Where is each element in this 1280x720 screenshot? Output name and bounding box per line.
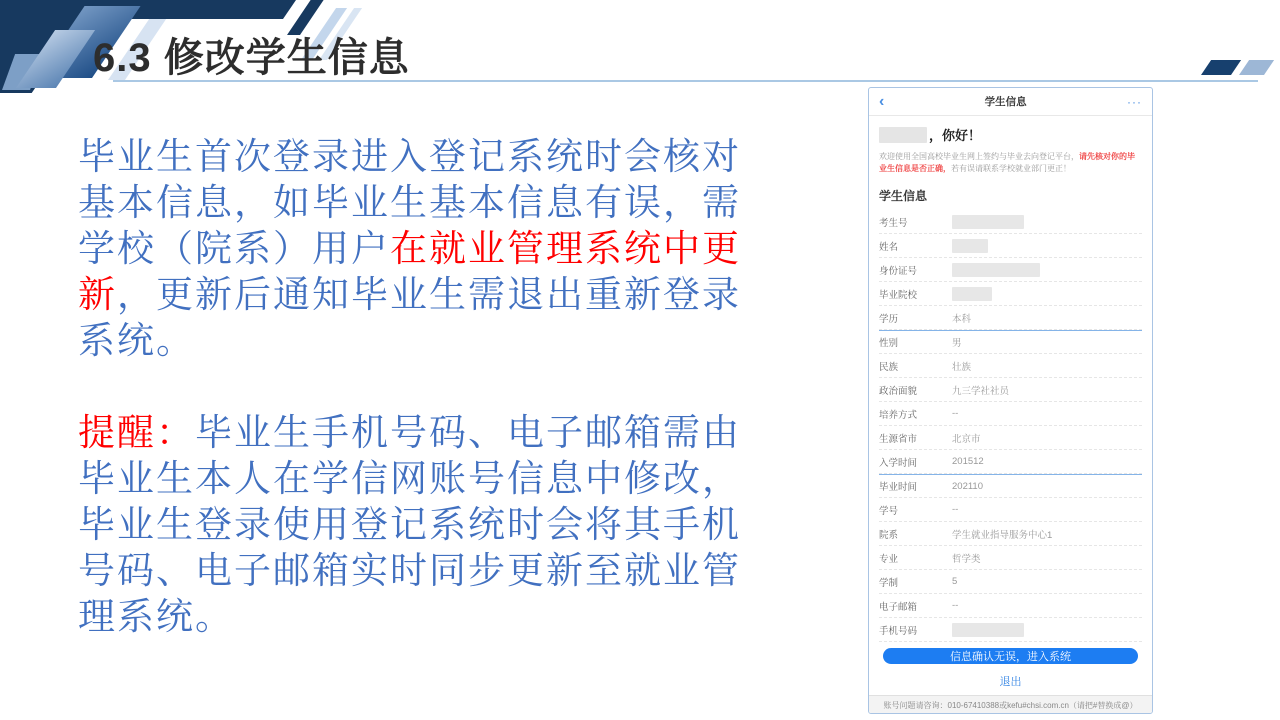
greeting-row: [869, 116, 1152, 146]
phone-screenshot: [868, 87, 1153, 714]
field-row: [879, 450, 1142, 474]
field-row: [879, 426, 1142, 450]
field-row: [879, 378, 1142, 402]
field-value: 哲学类: [952, 553, 981, 565]
text-segment: 若有误请联系学校就业部门更正！: [951, 164, 1071, 173]
field-label: 毕业院校: [879, 289, 918, 301]
phone-nav-title: 学生信息: [984, 96, 1027, 108]
field-label: 学历: [879, 313, 899, 325]
field-row: [879, 330, 1142, 354]
field-row: [879, 570, 1142, 594]
field-value: 5: [952, 576, 958, 587]
redacted-value: [952, 263, 1040, 277]
text-segment: 欢迎使用全国高校毕业生网上签约与毕业去向登记平台，: [879, 152, 1079, 161]
field-row: [879, 474, 1142, 498]
redacted-value: [952, 287, 992, 301]
body-text: [78, 134, 772, 640]
field-row: [879, 258, 1142, 282]
paragraph-2: [78, 410, 772, 640]
field-row: [879, 546, 1142, 570]
field-value: 北京市: [952, 433, 981, 445]
text-segment: 提醒：: [78, 412, 195, 453]
field-value: --: [952, 504, 959, 515]
text-segment: 请先核对你的毕业生信息是否正确，: [879, 152, 1135, 173]
greeting-text: ，你好！: [929, 128, 982, 143]
redacted-name: [879, 127, 927, 143]
phone-field-list: [869, 210, 1152, 642]
field-label: 性别: [879, 338, 899, 349]
field-row: [879, 402, 1142, 426]
field-row: [879, 594, 1142, 618]
text-segment: 毕业生手机号码、电子邮箱需由毕业生本人在学信网账号信息中修改，毕业生登录使用登记系统时会将其手机号码、电子邮箱实时同步更新至就业管理系统。: [78, 412, 741, 637]
field-label: 院系: [879, 529, 899, 541]
field-label: 手机号码: [879, 625, 918, 637]
field-label: 学制: [879, 577, 899, 589]
field-value: 学生就业指导服务中心1: [952, 529, 1053, 541]
phone-footer: 账号问题请咨询：010-67410388或kefu#chsi.com.cn（请把#替换成@）: [869, 695, 1152, 714]
field-row: [879, 618, 1142, 642]
back-icon[interactable]: ‹: [879, 92, 885, 110]
field-label: 培养方式: [879, 409, 918, 421]
field-value: 202110: [952, 480, 983, 492]
field-label: 毕业时间: [879, 482, 918, 493]
field-value: 九三学社社员: [952, 385, 1010, 397]
page-title: 6.3 修改学生信息: [93, 36, 410, 80]
more-menu-icon[interactable]: ···: [1126, 94, 1142, 109]
field-label: 考生号: [879, 217, 908, 229]
text-segment: 毕业生首次登录进入登记系统时会核对基本信息，如毕业生基本信息有误，需学校（院系）用户: [78, 136, 741, 269]
field-value: 壮族: [952, 361, 972, 373]
field-value: 本科: [952, 313, 972, 325]
field-label: 入学时间: [879, 457, 918, 469]
field-row: [879, 306, 1142, 330]
decor-mini-parallelogram: [1201, 60, 1241, 75]
field-row: [879, 234, 1142, 258]
field-row: [879, 354, 1142, 378]
paragraph-1: [78, 134, 772, 364]
phone-nav-bar: [869, 88, 1152, 116]
exit-link[interactable]: 退出: [999, 676, 1022, 688]
redacted-value: [952, 239, 988, 253]
field-label: 生源省市: [879, 433, 918, 445]
redacted-value: [952, 623, 1024, 637]
field-value: 男: [952, 338, 962, 349]
field-row: [879, 498, 1142, 522]
field-row: [879, 522, 1142, 546]
section-title: 学生信息: [879, 189, 928, 203]
field-value: --: [952, 408, 959, 419]
field-label: 姓名: [879, 241, 899, 253]
field-label: 政治面貌: [879, 385, 918, 397]
text-segment: 在就业管理系统中更新: [78, 228, 741, 315]
field-label: 民族: [879, 361, 899, 373]
field-label: 电子邮箱: [879, 601, 918, 613]
field-label: 专业: [879, 553, 899, 565]
decor-mini-parallelogram: [1239, 60, 1274, 75]
text-segment: ，更新后通知毕业生需退出重新登录系统。: [78, 274, 741, 361]
field-row: [879, 210, 1142, 234]
field-value: 201512: [952, 456, 984, 467]
field-row: [879, 282, 1142, 306]
welcome-message: [869, 146, 1152, 175]
field-label: 身份证号: [879, 265, 918, 277]
field-value: --: [952, 600, 959, 611]
confirm-button[interactable]: 信息确认无误，进入系统: [883, 648, 1138, 664]
redacted-value: [952, 215, 1024, 229]
field-label: 学号: [879, 505, 899, 517]
